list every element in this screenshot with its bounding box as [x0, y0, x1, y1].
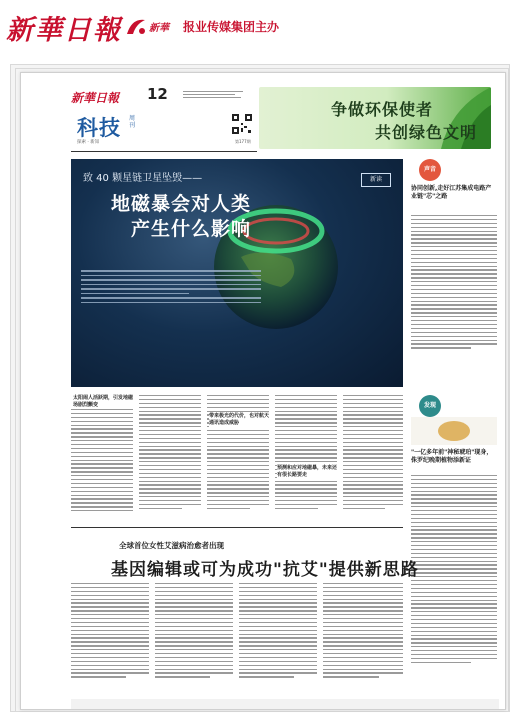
sidebar-story-1-title[interactable]: 协同创新,走好江苏集成电路产业链"芯"之路: [411, 185, 492, 200]
sidebar-story-1-text: [411, 215, 497, 351]
page-footer-bar: [71, 699, 499, 710]
feature-kicker: 致 40 颗星链卫星坠毁——: [83, 173, 203, 184]
bottom-story-column-3: [239, 583, 317, 680]
feature-tag: 新读: [361, 173, 391, 187]
bottom-story-column-4: [323, 583, 403, 680]
banner-line-1: 争做环保使者: [330, 100, 433, 119]
section-title: 科技: [77, 115, 121, 140]
bottom-story-column-1: [71, 583, 149, 680]
fossil-photo: [411, 417, 497, 445]
sidebar-badge-discovery: 发现: [419, 395, 441, 417]
story-subhead-2: 带来极光的代价，也对航天通讯造成威胁: [209, 413, 270, 426]
issue-label: 第177期: [235, 139, 251, 144]
group-logo-icon: [124, 16, 148, 38]
bottom-story-rule: [71, 527, 403, 528]
sidebar-badge-voice: 声音: [419, 159, 441, 181]
banner-line-2: 共创绿色文明: [374, 123, 477, 142]
site-header: [0, 0, 528, 58]
sidebar-story-2-title[interactable]: "一亿多年前"神秘琥珀"现身，侏罗纪晚期植物添新证: [411, 449, 493, 464]
newspaper-page[interactable]: [20, 72, 506, 710]
story-column-2: [139, 395, 201, 512]
eco-banner[interactable]: [259, 87, 491, 149]
sidebar-story-2-text: [411, 475, 497, 666]
paper-name: 新華日報: [71, 91, 120, 105]
story-subhead-3: 预测和应对地磁暴，未来还有很长路要走: [277, 465, 338, 478]
feature-title-line-2[interactable]: 产生什么影响: [131, 218, 252, 240]
story-column-1: [71, 409, 133, 514]
story-column-4: [275, 395, 337, 512]
masthead-meta: [183, 89, 253, 100]
page-number: 12: [147, 85, 168, 103]
feature-lead-text: [81, 267, 261, 306]
sidebar: [409, 159, 499, 699]
story-subhead-1: 太阳闹人活跃期，引发地磁场剧烈颤变: [73, 395, 134, 408]
qr-code-icon: [231, 113, 253, 135]
bottom-story-column-2: [155, 583, 233, 680]
group-caption: 报业传媒集团主办: [183, 20, 280, 34]
feature-title-line-1[interactable]: 地磁暴会对人类: [111, 193, 252, 215]
section-sub-label: 探索 · 新知: [77, 140, 100, 145]
group-mark-name: 新華: [149, 23, 169, 34]
story-column-5: [343, 395, 403, 512]
bottom-story-title[interactable]: 基因编辑或可为成功"抗艾"提供新思路: [111, 560, 419, 580]
xinhua-daily-logo[interactable]: 新華日報: [6, 15, 122, 46]
section-suffix: 周刊: [129, 115, 136, 129]
masthead-rule: [71, 151, 257, 152]
bottom-story-kicker: 全球首位女性艾滋病治愈者出现: [119, 541, 224, 550]
feature-story[interactable]: [71, 159, 403, 387]
masthead: [21, 73, 506, 157]
